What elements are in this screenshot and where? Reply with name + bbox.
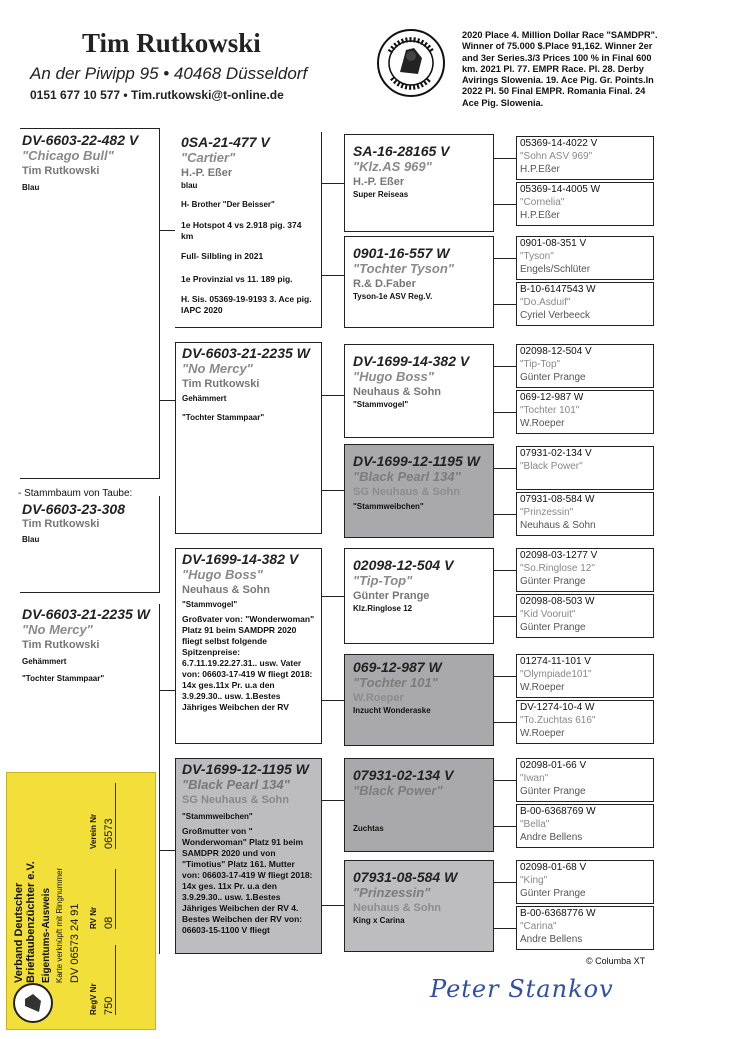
ancestor-name: "Kid Vooruit" — [520, 609, 576, 620]
ancestor-cell — [516, 136, 654, 180]
ancestor-ring: 05369-14-4022 V — [520, 138, 598, 149]
connector-line — [494, 204, 516, 205]
pigeon-name: "Chicago Bull" — [22, 148, 114, 163]
ancestor-ring: B-10-6147543 W — [520, 284, 596, 295]
ancestor-ring: B-00-6368769 W — [520, 806, 596, 817]
ring-number: DV-6603-22-482 V — [22, 132, 139, 148]
pigeon-box-g6 — [344, 654, 494, 746]
ancestor-ring: 02098-08-503 W — [520, 596, 595, 607]
connector-line — [494, 158, 516, 159]
ring-number: DV-1699-14-382 V — [182, 551, 299, 567]
card-org: Verband Deutscher Brieftaubenzüchter e.V. — [13, 861, 37, 983]
ancestor-name: "Olympiade101" — [520, 669, 592, 680]
breeder-name: H.-P. Eßer — [181, 167, 233, 179]
pigeon-name: "Black Pearl 134" — [353, 469, 461, 484]
connector-line — [494, 514, 516, 515]
ancestor-cell — [516, 654, 654, 698]
pigeon-father — [22, 132, 157, 193]
card-verein-label: Verein Nr — [89, 813, 98, 849]
connector-line — [159, 230, 175, 231]
connector-line — [20, 128, 160, 129]
ring-number: DV-6603-23-308 — [22, 501, 125, 517]
ancestor-name: "Iwan" — [520, 773, 549, 784]
connector-line — [20, 592, 160, 593]
ancestor-breeder: Neuhaus & Sohn — [520, 520, 596, 531]
ancestor-breeder: Andre Bellens — [520, 934, 583, 945]
pigeon-name: "Hugo Boss" — [182, 567, 263, 582]
ancestor-cell — [516, 594, 654, 638]
owner-address: An der Piwipp 95 • 40468 Düsseldorf — [30, 64, 308, 83]
pigeon-dam — [22, 606, 157, 684]
card-rv-label: RV Nr — [89, 906, 98, 929]
ancestor-breeder: H.P.Eßer — [520, 164, 560, 175]
ancestor-cell — [516, 758, 654, 802]
pigeon-note: Gehämmert — [182, 394, 227, 403]
pigeon-name: "Tochter Tyson" — [353, 261, 454, 276]
pigeon-note: "Tochter Stammpaar" — [22, 674, 105, 683]
pigeon-note: "Stammvogel" — [353, 400, 409, 409]
ring-number: DV-6603-21-2235 W — [182, 345, 310, 361]
ancestor-cell — [516, 182, 654, 226]
card-rv-value: 08 — [103, 869, 116, 929]
pigeon-note: "Tochter Stammpaar" — [182, 413, 265, 422]
ancestor-cell — [516, 236, 654, 280]
pigeon-box-g2 — [344, 236, 494, 328]
pigeon-box-p1 — [175, 132, 322, 328]
connector-line — [494, 928, 516, 929]
breeder-name: W.Roeper — [353, 692, 404, 704]
connector-line — [322, 183, 344, 184]
pigeon-name: "Cartier" — [181, 150, 236, 165]
connector-line — [494, 412, 516, 413]
ring-number: 0901-16-557 W — [353, 245, 450, 261]
ring-number: DV-1699-14-382 V — [353, 353, 470, 369]
card-verein-value: 06573 — [103, 783, 116, 849]
pigeon-note: Inzucht Wonderaske — [353, 706, 431, 715]
ancestor-cell — [516, 344, 654, 388]
ancestor-ring: B-00-6368776 W — [520, 908, 596, 919]
pigeon-color: Blau — [22, 535, 40, 544]
pigeon-note: "Stammvogel" — [182, 600, 238, 609]
ancestor-ring: DV-1274-10-4 W — [520, 702, 595, 713]
ancestor-ring: 02098-01-68 V — [520, 862, 587, 873]
breeder-name: Neuhaus & Sohn — [182, 584, 271, 596]
ancestor-ring: 05369-14-4005 W — [520, 184, 601, 195]
pigeon-name: "No Mercy" — [182, 361, 253, 376]
pigeon-note: Zuchtas — [353, 824, 384, 833]
pigeon-note: 1e Hotspot 4 vs 2.918 pig. 374 km — [181, 220, 302, 241]
ancestor-name: "Bella" — [520, 819, 550, 830]
pigeon-note: Super Reiseas — [353, 190, 409, 199]
pigeon-box-g5 — [344, 548, 494, 644]
ancestor-ring: 07931-02-134 V — [520, 448, 592, 459]
connector-line — [322, 596, 344, 597]
ancestor-breeder: W.Roeper — [520, 728, 565, 739]
breeder-name: Tim Rutkowski — [22, 165, 100, 177]
breeder-name: H.-P. Eßer — [353, 176, 405, 188]
connector-line — [159, 690, 175, 691]
copyright-text: © Columba XT — [586, 956, 646, 966]
pigeon-note: "Stammweibchen" — [353, 502, 424, 511]
connector-line — [494, 366, 516, 367]
card-subtitle: Karte verknüpft mit Ringnummer — [55, 867, 64, 983]
card-title: Eigentums-Ausweis — [41, 887, 52, 983]
pigeon-name: "Tip-Top" — [353, 573, 413, 588]
ancestor-name: "Sohn ASV 969" — [520, 151, 593, 162]
ancestor-name: "Prinzessin" — [520, 507, 574, 518]
connector-line — [494, 468, 516, 469]
breeder-name: Neuhaus & Sohn — [353, 386, 442, 398]
ancestor-name: "To.Zuchtas 616" — [520, 715, 596, 726]
ancestor-ring: 069-12-987 W — [520, 392, 584, 403]
ancestor-name: "Tip-Top" — [520, 359, 561, 370]
ancestor-name: "Cornelia" — [520, 197, 565, 208]
ring-number: 02098-12-504 V — [353, 557, 454, 573]
connector-line — [159, 850, 175, 851]
connector-line — [159, 128, 160, 478]
ancestor-ring: 07931-08-584 W — [520, 494, 595, 505]
pigeon-box-g7 — [344, 758, 494, 852]
pigeon-box-p3 — [175, 548, 322, 744]
ancestor-cell — [516, 446, 654, 490]
ancestor-ring: 02098-12-504 V — [520, 346, 592, 357]
ancestor-name: "Black Power" — [520, 461, 583, 472]
pigeon-box-g8 — [344, 860, 494, 952]
ring-number: 0SA-21-477 V — [181, 134, 270, 150]
connector-line — [494, 780, 516, 781]
card-content — [7, 773, 155, 1029]
card-logo-icon — [13, 983, 53, 1023]
pigeon-note: "Stammweibchen" — [182, 812, 253, 821]
breeder-name: Neuhaus & Sohn — [353, 902, 442, 914]
connector-line — [494, 258, 516, 259]
ownership-card — [6, 772, 156, 1030]
ancestor-cell — [516, 390, 654, 434]
pigeon-note: Tyson-1e ASV Reg.V. — [353, 292, 433, 301]
breeder-name: Günter Prange — [353, 590, 430, 602]
ancestor-name: "Carina" — [520, 921, 557, 932]
pigeon-box-p2 — [175, 342, 322, 534]
connector-line — [322, 395, 344, 396]
ring-number: DV-1699-12-1195 W — [353, 453, 480, 469]
connector-line — [494, 722, 516, 723]
ring-number: SA-16-28165 V — [353, 143, 450, 159]
ring-number: 07931-08-584 W — [353, 869, 458, 885]
ancestor-breeder: W.Roeper — [520, 418, 565, 429]
ancestor-cell — [516, 804, 654, 848]
connector-line — [20, 478, 160, 479]
pigeon-note: Großmutter von " Wonderwoman" Platz 91 beim SAMDPR 2020 und von "Timotius" Platz 161. Mutter von: 06603-17-419 W fliegt 2018: 14x ges. 11x Pr. u.a den 3.9.29.30.. usw. 1.Bestes Jähriges Weibchen der RV 4. Bestes Weibchen der RV von: 06603-15-1100 V fliegt — [182, 826, 313, 935]
connector-line — [494, 304, 516, 305]
pigeon-note: H. Sis. 05369-19-9193 3. Ace pig. IAPC 2020 — [181, 294, 312, 315]
pigeon-color: Blau — [22, 183, 40, 192]
pigeon-subject — [18, 488, 168, 545]
owner-name: Tim Rutkowski — [82, 28, 261, 58]
card-reg-value: 750 — [103, 945, 116, 1015]
owner-contact: 0151 677 10 577 • Tim.rutkowski@t-online.de — [30, 88, 284, 102]
ring-number: 07931-02-134 V — [353, 767, 454, 783]
pigeon-note: 1e Provinzial vs 11. 189 pig. — [181, 274, 293, 284]
ancestor-breeder: Andre Bellens — [520, 832, 583, 843]
connector-line — [159, 400, 175, 401]
pigeon-box-g4 — [344, 444, 494, 538]
pigeon-name: "Black Pearl 134" — [182, 777, 290, 792]
ancestor-cell — [516, 700, 654, 744]
breeder-name: R.& D.Faber — [353, 278, 416, 290]
breeder-name: SG Neuhaus & Sohn — [353, 486, 460, 498]
ancestor-breeder: Günter Prange — [520, 576, 586, 587]
connector-line — [322, 275, 344, 276]
ring-number: DV-1699-12-1195 W — [182, 761, 309, 777]
connector-line — [494, 676, 516, 677]
ancestor-name: "Tyson" — [520, 251, 554, 262]
ring-number: 069-12-987 W — [353, 659, 442, 675]
pigeon-note: Full- Silbling in 2021 — [181, 251, 264, 261]
ancestor-breeder: Günter Prange — [520, 622, 586, 633]
ancestor-ring: 0901-08-351 V — [520, 238, 587, 249]
connector-line — [494, 826, 516, 827]
connector-line — [494, 616, 516, 617]
ancestor-cell — [516, 492, 654, 536]
connector-line — [322, 700, 344, 701]
ancestor-breeder: Günter Prange — [520, 888, 586, 899]
ring-number: DV-6603-21-2235 W — [22, 606, 150, 622]
pigeon-note: H- Brother "Der Beisser" — [181, 200, 275, 209]
card-reg-label: RegV Nr — [89, 983, 98, 1015]
ancestor-name: "So.Ringlose 12" — [520, 563, 595, 574]
pigeon-name: "Klz.AS 969" — [353, 159, 432, 174]
ancestor-cell — [516, 860, 654, 904]
ancestor-breeder: W.Roeper — [520, 682, 565, 693]
ancestor-breeder: H.P.Eßer — [520, 210, 560, 221]
connector-line — [494, 882, 516, 883]
pigeon-note: King x Carina — [353, 916, 405, 925]
pedigree-label: - Stammbaum von Taube: — [18, 488, 133, 499]
pigeon-name: "No Mercy" — [22, 622, 93, 637]
ancestor-breeder: Günter Prange — [520, 786, 586, 797]
card-ring-number: DV 06573 24 91 — [69, 903, 81, 983]
ancestor-breeder: Günter Prange — [520, 372, 586, 383]
breeder-name: SG Neuhaus & Sohn — [182, 794, 289, 806]
pigeon-box-g3 — [344, 344, 494, 438]
breeder-name: Tim Rutkowski — [22, 518, 100, 530]
breeder-name: Tim Rutkowski — [182, 378, 260, 390]
ancestor-name: "King" — [520, 875, 548, 886]
pigeon-note: Großvater von: "Wonderwoman" Platz 91 beim SAMDPR 2020 fliegt selbst folgende Spitzenpreise: 6.7.11.19.22.27.31.. usw. Vater von: 06603-17-419 W fliegt 2018: 14x ges.11x Pr. u.a den 3.9.29.30.. usw. 1.Bestes Jähriges Weibchen der RV — [182, 614, 315, 712]
ancestor-ring: 02098-01-66 V — [520, 760, 587, 771]
ancestor-name: "Tochter 101" — [520, 405, 580, 416]
ancestor-cell — [516, 282, 654, 326]
logo — [376, 28, 446, 98]
pigeon-note: Klz.Ringlose 12 — [353, 604, 413, 613]
breeder-name — [353, 799, 485, 813]
connector-line — [322, 490, 344, 491]
connector-line — [322, 800, 344, 801]
pigeon-name: "Hugo Boss" — [353, 369, 434, 384]
pigeon-name: "Prinzessin" — [353, 885, 431, 900]
ancestor-cell — [516, 906, 654, 950]
logo-seal-icon — [376, 28, 446, 98]
pigeon-name: "Tochter 101" — [353, 675, 438, 690]
ancestor-name: "Do.Asduif" — [520, 297, 571, 308]
achievements-text: 2020 Place 4. Million Dollar Race "SAMDPR". Winner of 75.000 $.Place 91,162. Winner 2er and 3er Series.3/3 Prices 100 % in Final 600 km. 2021 Pl. 77. EMPR Race. Pl. 28. Derby Avirings Slowenia. 19. Ace Pig. Gr. Points.In 2022 Pl. 50 Final EMPR. Romania Final. 24 Ace Pig. Slowenia. — [462, 30, 658, 108]
ancestor-breeder: Cyriel Verbeeck — [520, 310, 591, 321]
ancestor-cell — [516, 548, 654, 592]
pigeon-note: blau — [181, 181, 198, 190]
pigeon-box-p4 — [175, 758, 322, 954]
pigeon-name: "Black Power" — [353, 783, 443, 798]
connector-line — [159, 604, 160, 954]
connector-line — [322, 905, 344, 906]
ancestor-ring: 01274-11-101 V — [520, 656, 591, 667]
ancestor-ring: 02098-03-1277 V — [520, 550, 598, 561]
connector-line — [494, 570, 516, 571]
pigeon-box-g1 — [344, 134, 494, 232]
ancestor-breeder: Engels/Schlüter — [520, 264, 591, 275]
breeder-name: Tim Rutkowski — [22, 639, 100, 651]
pigeon-note: Gehämmert — [22, 657, 67, 666]
handwritten-signature: Peter Stankov — [430, 975, 614, 1003]
